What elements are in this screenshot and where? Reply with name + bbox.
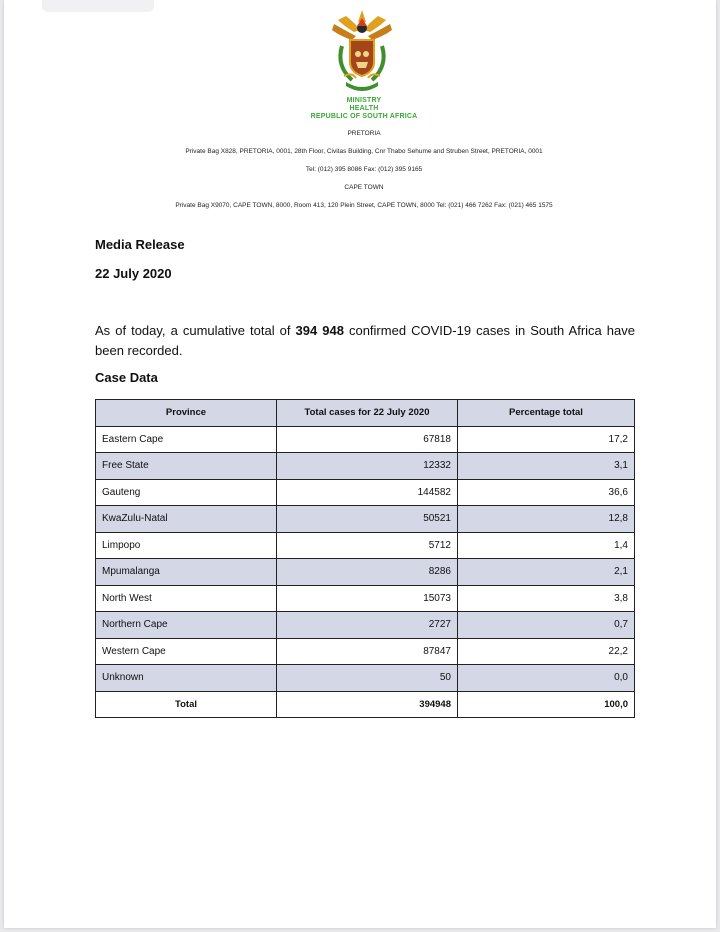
cases-cell: 67818 <box>277 426 458 453</box>
table-row <box>96 612 635 639</box>
percentage-cell: 3,1 <box>458 453 635 480</box>
cases-cell: 50521 <box>277 506 458 533</box>
province-cell: Western Cape <box>96 638 277 665</box>
summary-text-after: confirmed COVID-19 cases in South Africa have been recorded. <box>95 323 635 358</box>
header-total-cases: Total cases for 22 July 2020 <box>277 400 458 427</box>
total-percentage-cell: 100,0 <box>458 691 635 718</box>
coat-of-arms-icon <box>326 6 398 94</box>
percentage-cell: 1,4 <box>458 532 635 559</box>
province-cell: Gauteng <box>96 479 277 506</box>
viewer-tab-blur <box>42 0 154 12</box>
table-row <box>96 559 635 586</box>
total-row <box>96 691 635 718</box>
pretoria-label: PRETORIA <box>347 130 381 137</box>
summary-text-before: As of today, a cumulative total of <box>95 323 296 338</box>
header-percentage: Percentage total <box>458 400 635 427</box>
table-row <box>96 665 635 692</box>
pretoria-address: Private Bag X828, PRETORIA, 0001, 28th Floor, Civitas Building, Cnr Thabo Sehume and Struben Street, PRETORIA, 0001 <box>185 148 543 155</box>
cases-cell: 12332 <box>277 453 458 480</box>
ministry-line-3: REPUBLIC OF SOUTH AFRICA <box>310 113 418 120</box>
percentage-cell: 17,2 <box>458 426 635 453</box>
province-cell: Mpumalanga <box>96 559 277 586</box>
cases-cell: 144582 <box>277 479 458 506</box>
table-row <box>96 532 635 559</box>
release-type: Media Release <box>95 237 185 252</box>
province-cell: Unknown <box>96 665 277 692</box>
province-cell: Eastern Cape <box>96 426 277 453</box>
cases-cell: 5712 <box>277 532 458 559</box>
province-cell: Free State <box>96 453 277 480</box>
total-label-cell: Total <box>96 691 277 718</box>
percentage-cell: 0,0 <box>458 665 635 692</box>
table-row <box>96 426 635 453</box>
cases-cell: 2727 <box>277 612 458 639</box>
ministry-line-2: HEALTH <box>349 105 379 112</box>
table-row <box>96 453 635 480</box>
cases-cell: 50 <box>277 665 458 692</box>
cases-cell: 8286 <box>277 559 458 586</box>
table-row <box>96 585 635 612</box>
pretoria-contact: Tel: (012) 395 8086 Fax: (012) 395 9165 <box>305 166 423 173</box>
cases-cell: 87847 <box>277 638 458 665</box>
percentage-cell: 22,2 <box>458 638 635 665</box>
cape-town-address: Private Bag X9070, CAPE TOWN, 8000, Room 413, 120 Plein Street, CAPE TOWN, 8000 Tel: (021) 466 7262 Fax: (021) 465 1575 <box>175 202 553 209</box>
document-page <box>4 0 716 928</box>
cases-cell: 15073 <box>277 585 458 612</box>
province-cell: Northern Cape <box>96 612 277 639</box>
release-date: 22 July 2020 <box>95 266 172 281</box>
table-row <box>96 638 635 665</box>
case-data-heading: Case Data <box>95 370 158 385</box>
cape-town-label: CAPE TOWN <box>344 184 384 191</box>
total-cases-cell: 394948 <box>277 691 458 718</box>
percentage-cell: 36,6 <box>458 479 635 506</box>
header-province: Province <box>96 400 277 427</box>
percentage-cell: 2,1 <box>458 559 635 586</box>
case-data-table <box>95 399 635 718</box>
ministry-line-1: MINISTRY <box>346 97 382 104</box>
province-cell: North West <box>96 585 277 612</box>
table-header-row <box>96 400 635 427</box>
province-cell: KwaZulu-Natal <box>96 506 277 533</box>
summary-paragraph <box>95 321 635 361</box>
table-row <box>96 479 635 506</box>
percentage-cell: 3,8 <box>458 585 635 612</box>
percentage-cell: 12,8 <box>458 506 635 533</box>
percentage-cell: 0,7 <box>458 612 635 639</box>
province-cell: Limpopo <box>96 532 277 559</box>
table-row <box>96 506 635 533</box>
summary-total: 394 948 <box>295 323 344 338</box>
